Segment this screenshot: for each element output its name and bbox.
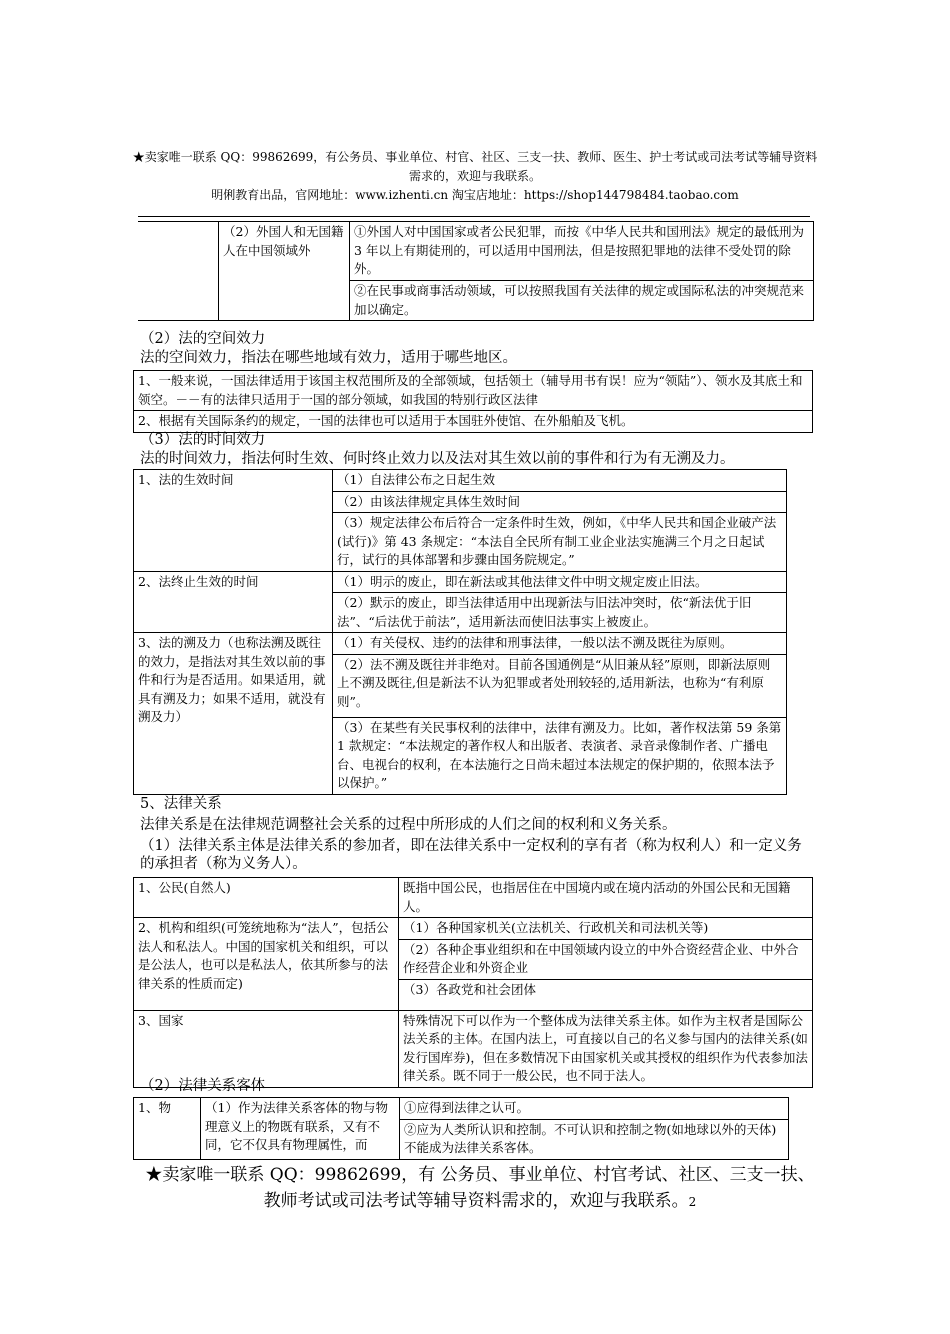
object-requirement: ②应为人类所认识和控制。不可认识和控制之物(如地球以外的天体)不能成为法律关系客体。 [400,1119,789,1159]
space-effect-table [133,370,813,433]
foreign-jurisdiction-table [138,221,814,321]
termination-time-label: 2、法终止生效的时间 [134,571,333,633]
state-label: 3、国家 [134,1010,399,1087]
organization-items-cell [399,918,813,1011]
object-thing-description: （1）作为法律关系客体的物与物理意义上的物既有联系，又有不同，它不仅具有物理属性，而 [201,1098,400,1160]
time-effect-intro: 法的时间效力，指法何时生效、何时终止效力以及法对其生效以前的事件和行为有无溯及力。 [140,451,735,467]
legal-subject-heading: （1）法律关系主体是法律关系的参加者，即在法律关系中一定权利的享有者（称为权利人）和一定义务的承担者（称为义务人）。 [140,838,802,872]
footer-contact-text: ★卖家唯一联系 QQ：99862699，有 公务员、事业单位、村官考试、社区、三支一扶、教师考试或司法考试等辅导资料需求的，欢迎与我联系。 [145,1165,815,1211]
space-effect-heading: （2）法的空间效力 [140,331,266,347]
state-description: 特殊情况下可以作为一个整体成为法律关系主体。如作为主权者是国际公法关系的主体。在国内法上，可直接以自己的名义参与国内的法律关系(如发行国库券)，但在多数情况下由国家机关或其授权的组织作为代表参加法律关系。既不同于一般公民，也不同于法人。 [399,1010,813,1087]
page-number: 2 [688,1195,697,1209]
citizen-label: 1、公民(自然人) [134,878,399,918]
space-effect-intro: 法的空间效力，指法在哪些地域有效力，适用于哪些地区。 [140,350,517,366]
table-blank-cell [138,222,219,321]
header-divider [138,216,810,217]
space-effect-row-1: 1、一般来说，一国法律适用于该国主权范围所及的全部领域，包括领土（辅导用书有误！应为“领陆”）、领水及其底土和领空。－－有的法律只适用于一国的部分领域，如我国的特别行政区法律 [134,371,813,411]
organization-items [399,918,812,1010]
legal-subject-table [133,877,813,1088]
legal-object-heading: （2）法律关系客体 [140,1078,266,1094]
time-effect-table [133,469,787,795]
effective-time-label: 1、法的生效时间 [134,470,333,572]
citizen-description: 既指中国公民，也指居住在中国境内或在境内活动的外国公民和无国籍人。 [399,878,813,918]
retroactivity-label: 3、法的溯及力（也称法溯及既往的效力，是指法对其生效以前的事件和行为是否适用。如果适用，就具有溯及力；如果不适用，就没有溯及力） [134,633,333,795]
foreign-category: （2）外国人和无国籍人在中国领域外 [219,222,350,321]
foreign-item-2: ②在民事或商事活动领域，可以按照我国有关法律的规定或国际私法的冲突规范来加以确定。 [350,281,814,321]
time-effect-heading: （3）法的时间效力 [140,432,266,448]
organization-item: （3）各政党和社会团体 [399,979,812,1010]
effective-item: （2）由该法律规定具体生效时间 [333,491,787,513]
organization-label: 2、机构和组织(可笼统地称为“法人”，包括公法人和私法人。中国的国家机关和组织，可以是公法人，也可以是私法人，依其所参与的法律关系的性质而定) [134,918,399,1011]
foreign-item-1: ①外国人对中国国家或者公民犯罪，而按《中华人民共和国刑法》规定的最低刑为 3 年以上有期徒刑的，可以适用中国刑法，但是按照犯罪地的法律不受处罚的除外。 [350,222,814,281]
organization-item: （1）各种国家机关(立法机关、行政机关和司法机关等) [399,918,812,939]
object-requirement: ①应得到法律之认可。 [400,1098,789,1120]
effective-item: （1）自法律公布之日起生效 [333,470,787,492]
page-footer [140,1162,820,1215]
legal-relation-heading: 5、法律关系 [140,796,222,812]
organization-item: （2）各种企事业组织和在中国领域内设立的中外合资经营企业、中外合作经营企业和外资企业 [399,939,812,979]
retroactivity-item: （1）有关侵权、违约的法律和刑事法律，一般以法不溯及既往为原则。 [333,633,787,655]
termination-item: （1）明示的废止，即在新法或其他法律文件中明文规定废止旧法。 [333,571,787,593]
termination-item: （2）默示的废止，即当法律适用中出现新法与旧法冲突时，依“新法优于旧法”、“后法优于前法”，适用新法而使旧法事实上被废止。 [333,593,787,633]
space-effect-row-2: 2、根据有关国际条约的规定，一国的法律也可以适用于本国驻外使馆、在外船舶及飞机。 [134,411,813,433]
page-header [130,148,820,205]
header-website-line: 明俐教育出品，官网地址：www.izhenti.cn 淘宝店地址：https://shop144798484.taobao.com [211,188,739,202]
object-thing-label: 1、物 [134,1098,201,1160]
retroactivity-item: （3）在某些有关民事权利的法律中，法律有溯及力。比如，著作权法第 59 条第 1 款规定：“本法规定的著作权人和出版者、表演者、录音录像制作者、广播电台、电视台的权利，在本法施行之日尚未超过本法规定的保护期的，依照本法予以保护。” [333,717,787,794]
header-contact-line: ★卖家唯一联系 QQ：99862699，有公务员、事业单位、村官、社区、三支一扶、教师、医生、护士考试或司法考试等辅导资料需求的，欢迎与我联系。 [132,150,818,183]
effective-item: （3）规定法律公布后符合一定条件时生效，例如，《中华人民共和国企业破产法(试行)》第 43 条规定：“本法自全民所有制工业企业法实施满三个月之日起试行，试行的具体部署和步骤由国务院规定。” [333,513,787,572]
retroactivity-item: （2）法不溯及既往并非绝对。目前各国通例是“从旧兼从轻”原则，即新法原则上不溯及既往,但是新法不认为犯罪或者处刑较轻的,适用新法，也称为“有利原则”。 [333,654,787,717]
legal-object-table [133,1097,789,1160]
legal-relation-definition: 法律关系是在法律规范调整社会关系的过程中所形成的人们之间的权利和义务关系。 [140,817,677,833]
